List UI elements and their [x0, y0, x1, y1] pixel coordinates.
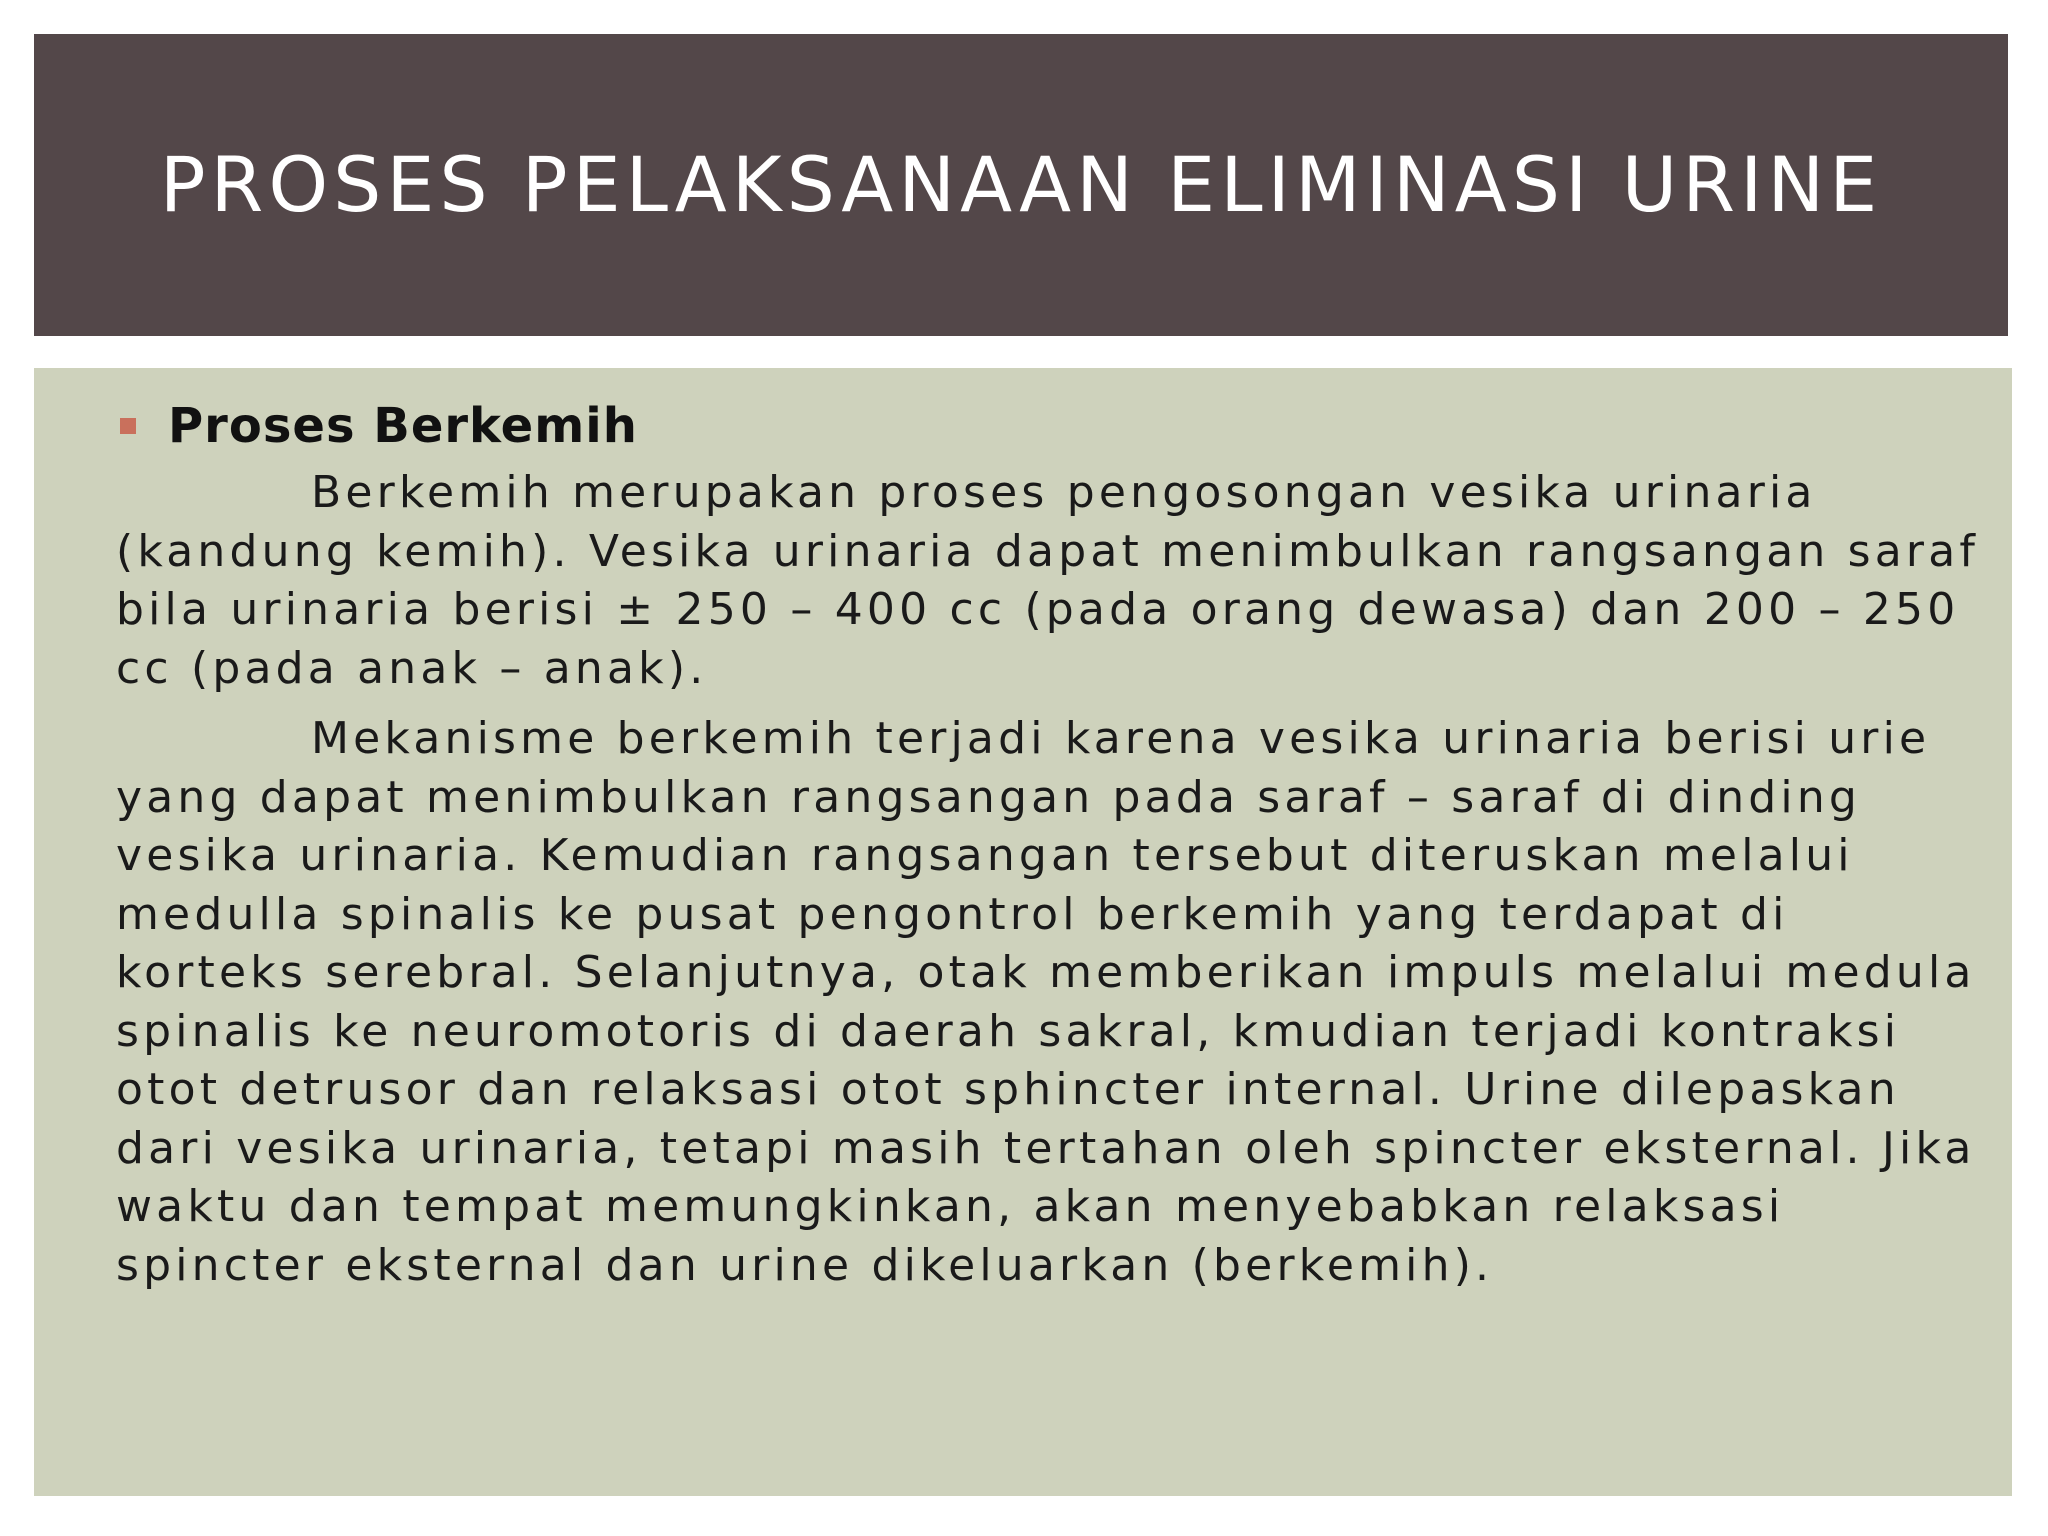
slide-title: PROSES PELAKSANAAN ELIMINASI URINE [159, 140, 1883, 229]
paragraph-1: Berkemih merupakan proses pengosongan vesika urinaria (kandung kemih). Vesika urinaria dapat menimbulkan rangsangan saraf bila urinaria berisi ± 250 – 400 cc (pada orang dewasa) dan 200 – 250 cc (pada anak – anak). [116, 467, 1980, 694]
bullet-item [120, 398, 638, 454]
paragraph-2: Mekanisme berkemih terjadi karena vesika urinaria berisi urie yang dapat menimbulkan rangsangan pada saraf – saraf di dinding vesika urinaria. Kemudian rangsangan tersebut diteruskan melalui medulla spinalis ke pusat pengontrol berkemih yang terdapat di korteks serebral. Selanjutnya, otak memberikan impuls melalui medula spinalis ke neuromotoris di daerah sakral, kmudian terjadi kontraksi otot detrusor dan relaksasi otot sphincter internal. Urine dilepaskan dari vesika urinaria, tetapi masih tertahan oleh spincter eksternal. Jika waktu dan tempat memungkinkan, akan menyebabkan relaksasi spincter eksternal dan urine dikeluarkan (berkemih). [116, 713, 1976, 1291]
title-bar [34, 34, 2008, 336]
content-box [34, 368, 2012, 1496]
section-heading: Proses Berkemih [168, 398, 638, 454]
square-bullet-icon [120, 418, 136, 434]
